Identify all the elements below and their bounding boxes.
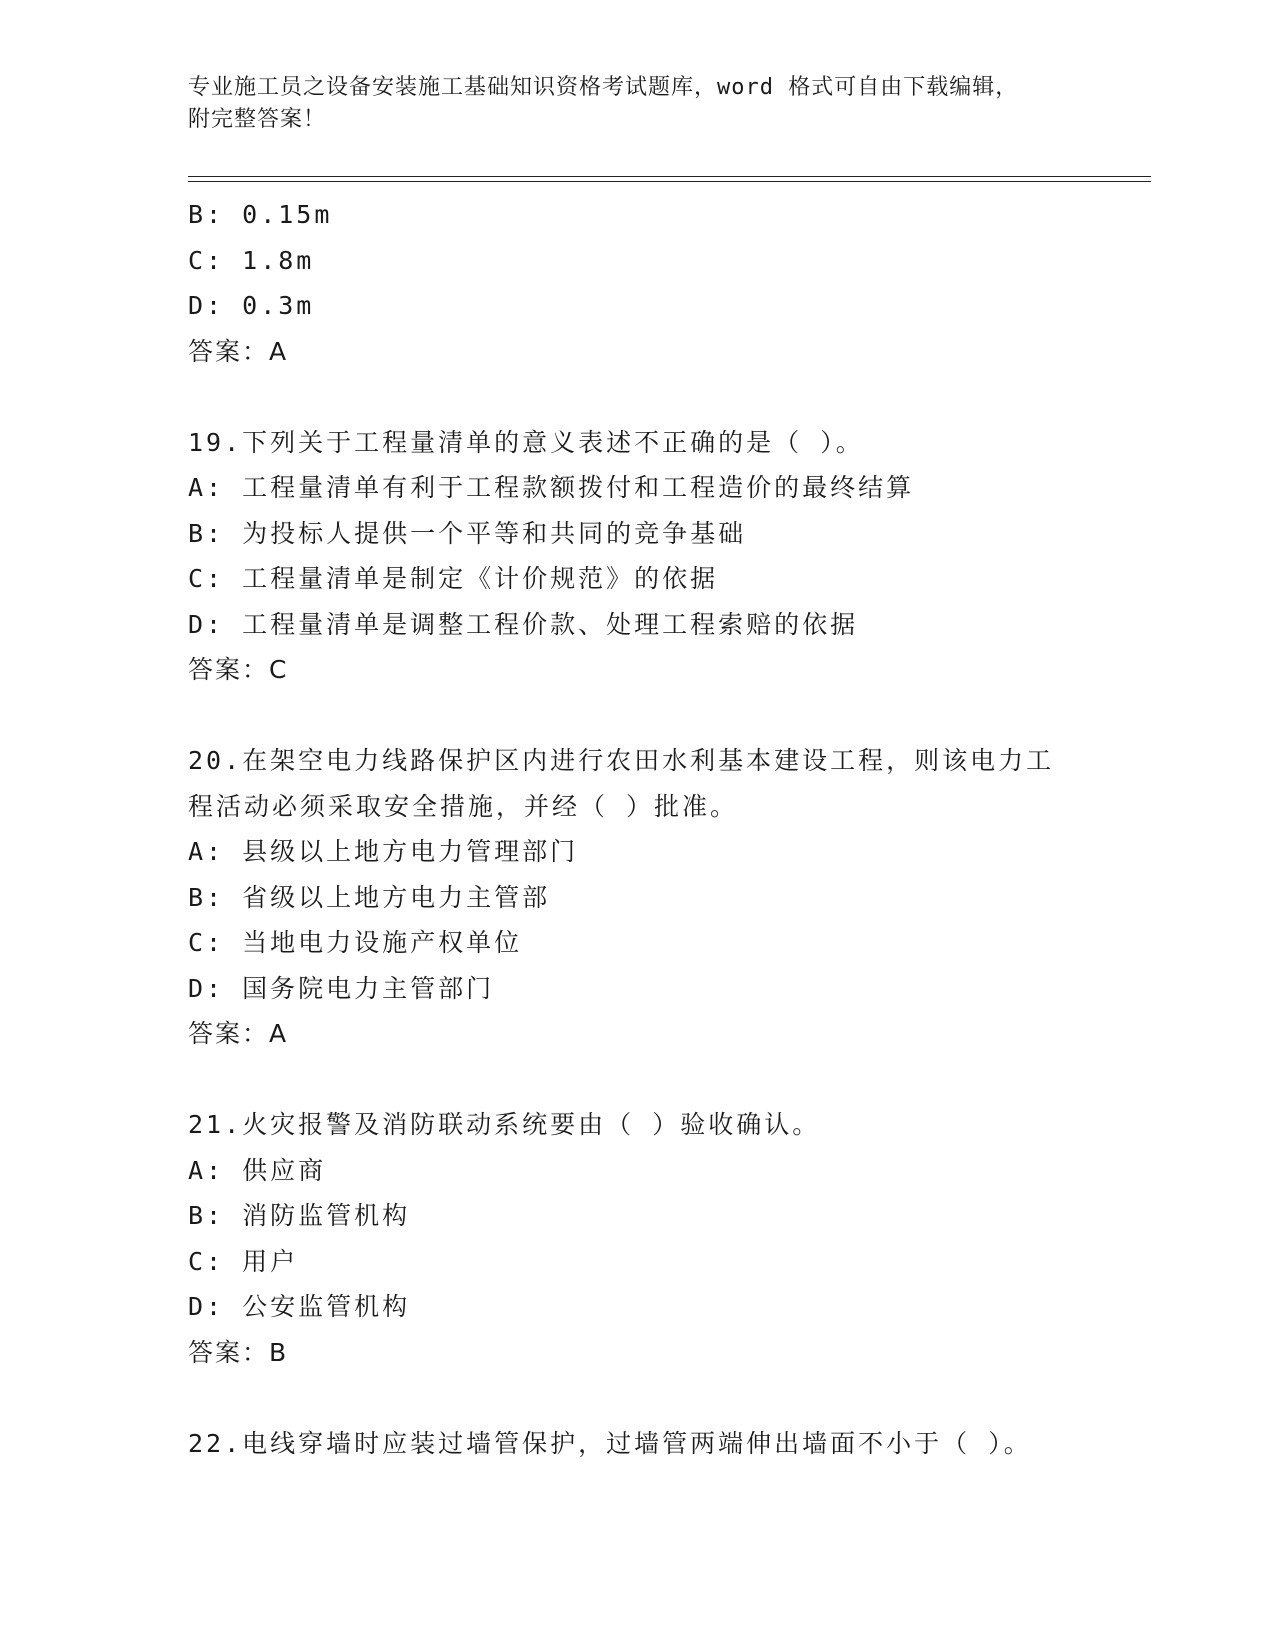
option-b: B: 为投标人提供一个平等和共同的竞争基础 [188,518,747,548]
spacer [188,374,1148,420]
question-21 [188,1102,1148,1375]
question-stem: 21.火灾报警及消防联动系统要由（ ）验收确认。 [188,1110,821,1139]
option-c: C: 用户 [188,1246,299,1276]
option-a: A: 工程量清单有利于工程款额拨付和工程造价的最终结算 [188,473,915,502]
option-c: C: 当地电力设施产权单位 [188,928,523,957]
option-d: D: 公安监管机构 [188,1292,411,1321]
question-stem-line-2: 程活动必须采取安全措施，并经（ ）批准。 [188,791,739,821]
question-stem: 22.电线穿墙时应装过墙管保护，过墙管两端伸出墙面不小于（ ）。 [188,1428,1032,1458]
header-line-1: 专业施工员之设备安装施工基础知识资格考试题库，word 格式可自由下载编辑， [188,75,1019,100]
option-b: B: 0.15m [188,200,333,229]
question-stem-line-1: 20.在架空电力线路保护区内进行农田水利基本建设工程，则该电力工 [188,746,1055,775]
option-d: D: 0.3m [188,291,315,320]
answer: 答案：C [188,655,289,684]
option-d: D: 国务院电力主管部门 [188,973,495,1003]
header-line-2: 附完整答案！ [188,107,327,132]
answer: 答案：A [188,1019,289,1048]
option-c: C: 工程量清单是制定《计价规范》的依据 [188,564,719,593]
question-20 [188,738,1148,1057]
spacer [188,1057,1148,1103]
option-c: C: 1.8m [188,245,315,275]
question-list [188,192,1148,1466]
answer: 答案：A [188,336,289,366]
option-a: A: 供应商 [188,1155,327,1185]
header-rule-bottom [188,181,1151,182]
spacer [188,693,1148,739]
document-header [188,72,1088,136]
option-b: B: 省级以上地方电力主管部 [188,882,551,912]
question-18 [188,192,1148,374]
option-d: D: 工程量清单是调整工程价款、处理工程索赔的依据 [188,609,859,639]
question-19 [188,420,1148,693]
option-a: A: 县级以上地方电力管理部门 [188,837,579,866]
spacer [188,1375,1148,1421]
question-stem: 19.下列关于工程量清单的意义表述不正确的是（ ）。 [188,427,864,457]
question-22 [188,1421,1148,1467]
answer: 答案：B [188,1337,289,1367]
option-b: B: 消防监管机构 [188,1201,411,1230]
header-rule-top [188,176,1151,177]
